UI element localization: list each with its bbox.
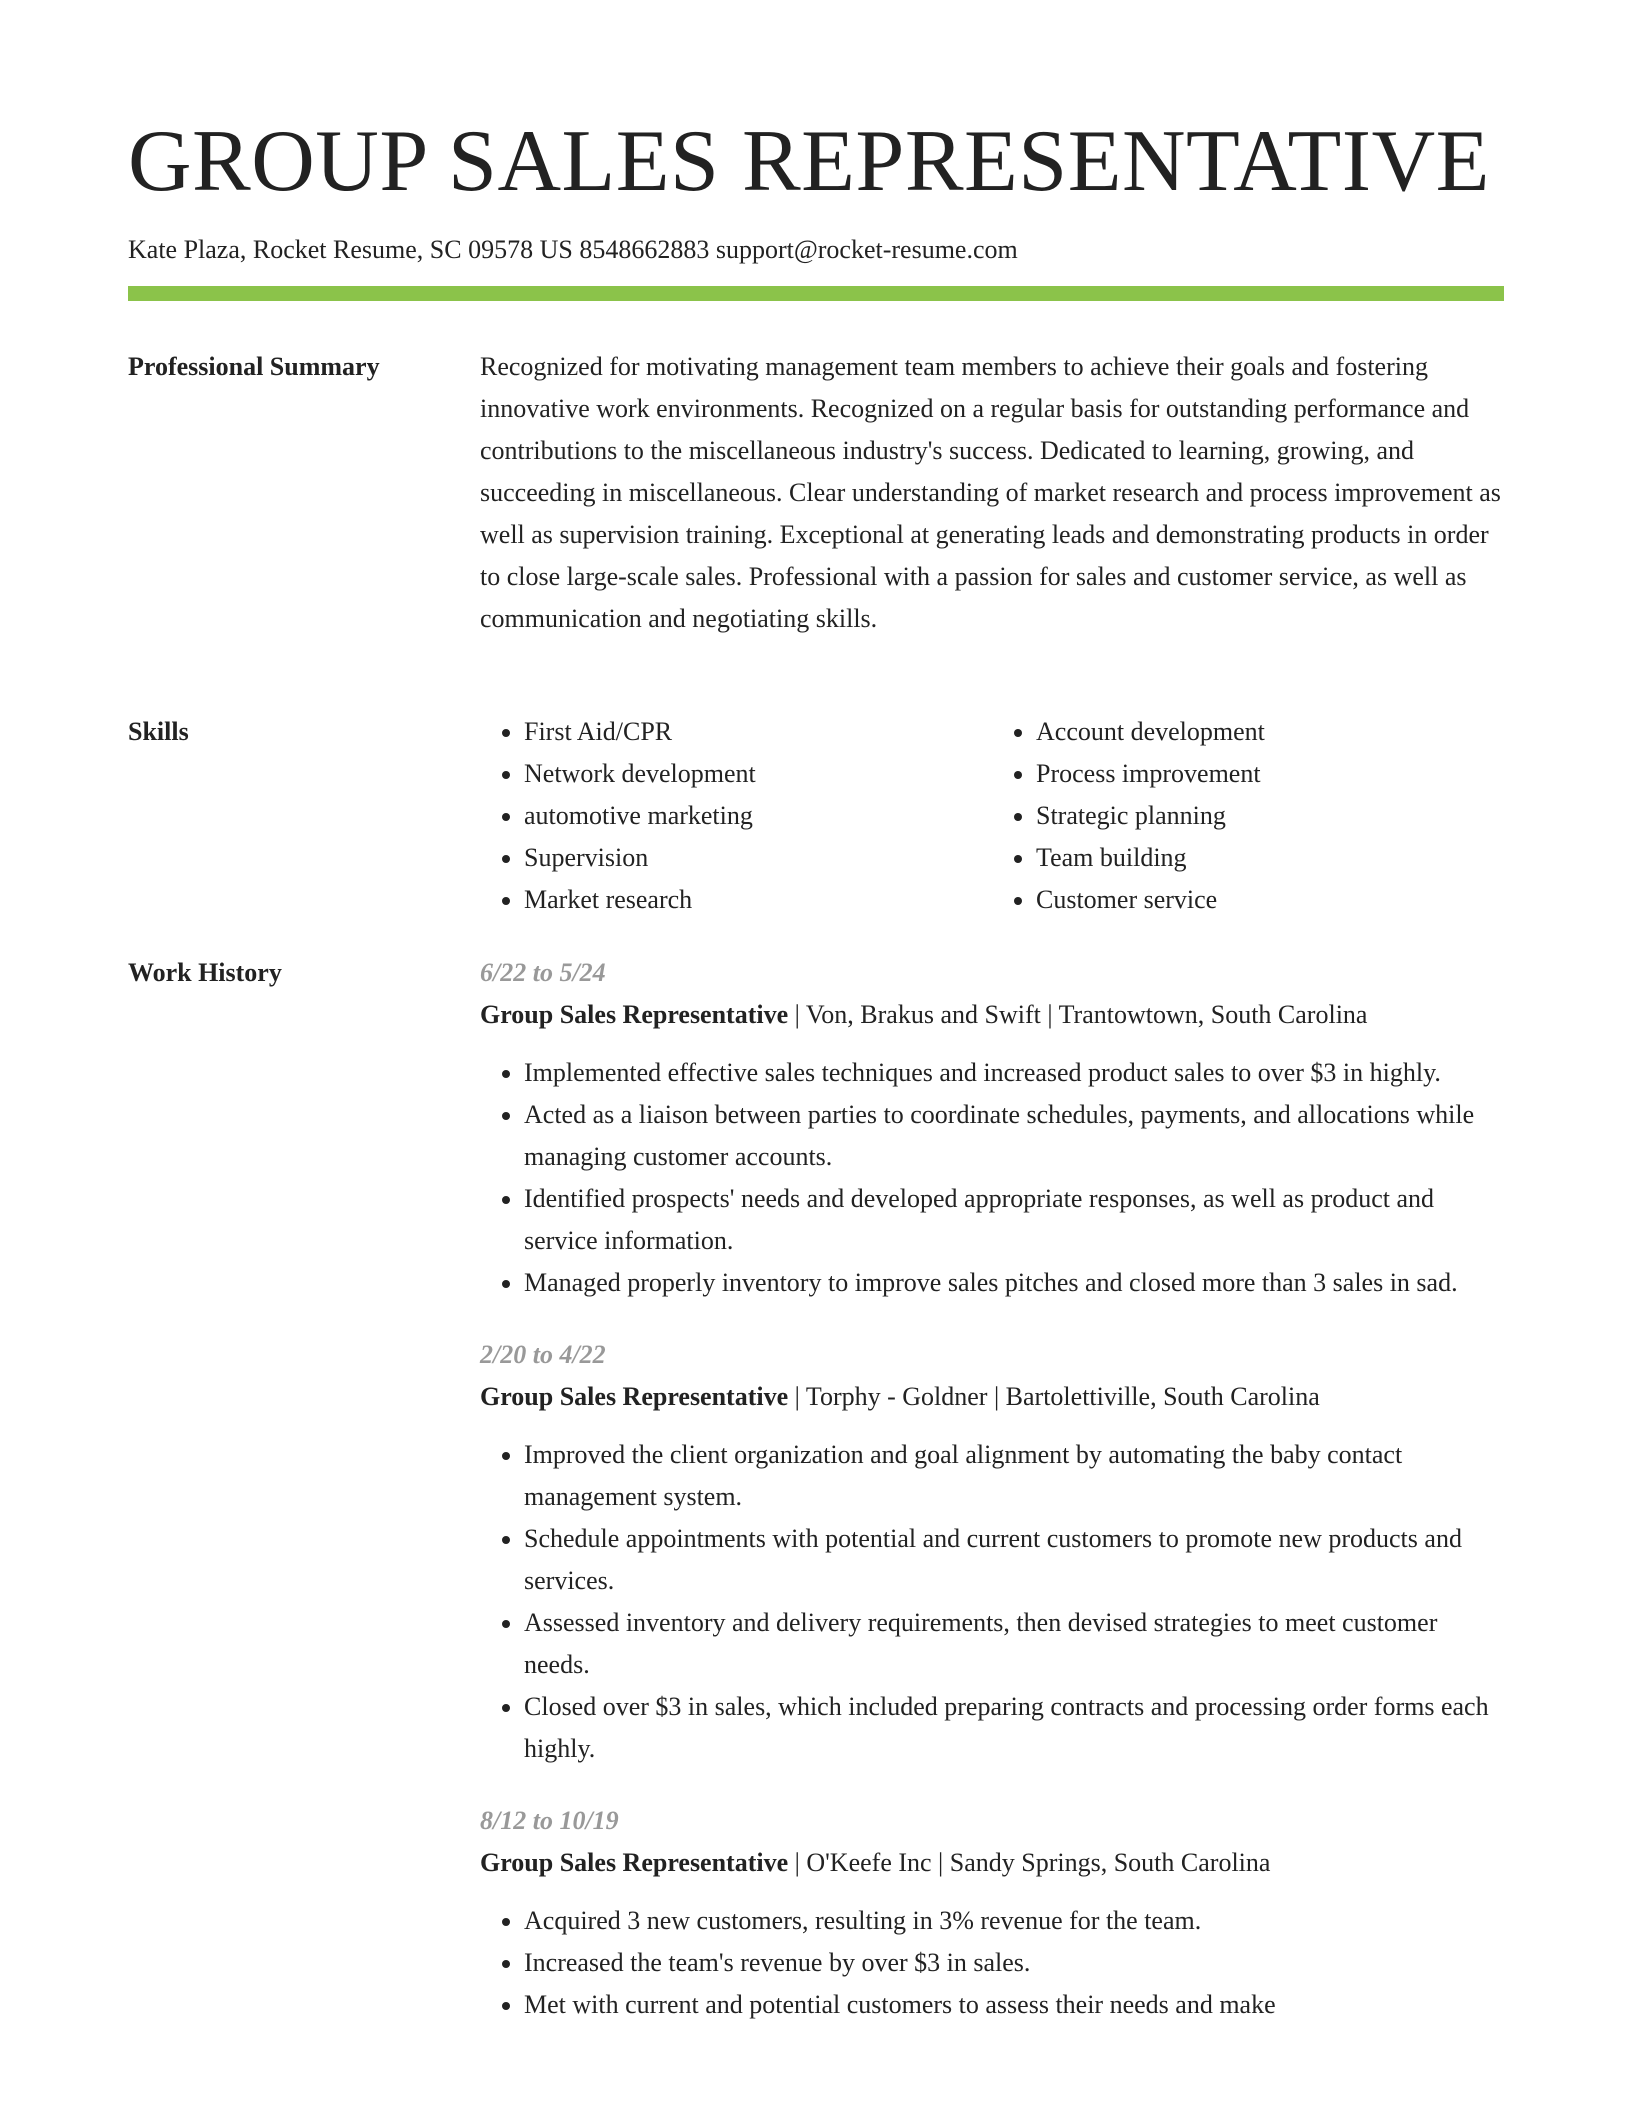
job-title-line [480,1842,1504,1884]
accent-divider [128,286,1504,301]
job-dates: 8/12 to 10/19 [480,1806,619,1835]
job-title: Group Sales Representative [480,1000,789,1029]
job-bullets [480,1900,1504,2026]
skill-item: • Customer service [1036,879,1504,921]
contact-line: Kate Plaza, Rocket Resume, SC 09578 US 8548662883 support@rocket-resume.com [128,235,1018,264]
skill-item: • Strategic planning [1036,795,1504,837]
skills-list-left [480,711,992,921]
job-bullet: • Assessed inventory and delivery requirements, then devised strategies to meet customer needs. [524,1602,1504,1686]
job-bullet: • Managed properly inventory to improve sales pitches and closed more than 3 sales in sad. [524,1262,1504,1304]
job-bullets [480,1052,1504,1304]
skills-body [480,711,1504,921]
job-details: | Von, Brakus and Swift | Trantowtown, South Carolina [788,1000,1368,1029]
skill-item: • Supervision [524,837,992,879]
skills-list-right [992,711,1504,921]
job-title: Group Sales Representative [480,1382,789,1411]
job-bullet: • Implemented effective sales techniques and increased product sales to over $3 in highly. [524,1052,1504,1094]
job-title: Group Sales Representative [480,1848,789,1877]
job-bullet: • Acquired 3 new customers, resulting in 3% revenue for the team. [524,1900,1504,1942]
job-entry [480,1334,1504,1770]
job-dates: 2/20 to 4/22 [480,1340,606,1369]
work-history-body [480,952,1504,2056]
skill-item: • First Aid/CPR [524,711,992,753]
skill-item: • Process improvement [1036,753,1504,795]
job-bullet: • Increased the team's revenue by over $3 in sales. [524,1942,1504,1984]
job-dates: 6/22 to 5/24 [480,958,606,987]
job-bullets [480,1434,1504,1770]
job-details: | O'Keefe Inc | Sandy Springs, South Carolina [788,1848,1271,1877]
job-entry [480,1800,1504,2026]
skill-item: • Market research [524,879,992,921]
summary-heading: Professional Summary [128,352,380,381]
job-bullet: • Identified prospects' needs and developed appropriate responses, as well as product and service information. [524,1178,1504,1262]
job-bullet: • Closed over $3 in sales, which included preparing contracts and processing order forms each highly. [524,1686,1504,1770]
resume-title: GROUP SALES REPRESENTATIVE [128,113,1490,210]
skills-heading: Skills [128,717,189,746]
skill-item: • automotive marketing [524,795,992,837]
job-entry [480,952,1504,1304]
job-bullet: • Met with current and potential customers to assess their needs and make [524,1984,1504,2026]
job-title-line [480,994,1504,1036]
skill-item: • Team building [1036,837,1504,879]
job-details: | Torphy - Goldner | Bartolettiville, South Carolina [788,1382,1320,1411]
job-title-line [480,1376,1504,1418]
job-bullet: • Improved the client organization and goal alignment by automating the baby contact management system. [524,1434,1504,1518]
skill-item: • Account development [1036,711,1504,753]
job-bullet: • Schedule appointments with potential and current customers to promote new products and services. [524,1518,1504,1602]
skill-item: • Network development [524,753,992,795]
work-history-heading: Work History [128,958,282,987]
summary-body [480,346,1504,640]
summary-text: Recognized for motivating management team members to achieve their goals and fostering innovative work environments. Recognized on a regular basis for outstanding performance and contributions to the miscellaneous industry's success. Dedicated to learning, growing, and succeeding in miscellaneous. Clear understanding of market research and process improvement as well as supervision training. Exceptional at generating leads and demonstrating products in order to close large-scale sales. Professional with a passion for sales and customer service, as well as communication and negotiating skills. [480,352,1501,633]
job-bullet: • Acted as a liaison between parties to coordinate schedules, payments, and allocations while managing customer accounts. [524,1094,1504,1178]
